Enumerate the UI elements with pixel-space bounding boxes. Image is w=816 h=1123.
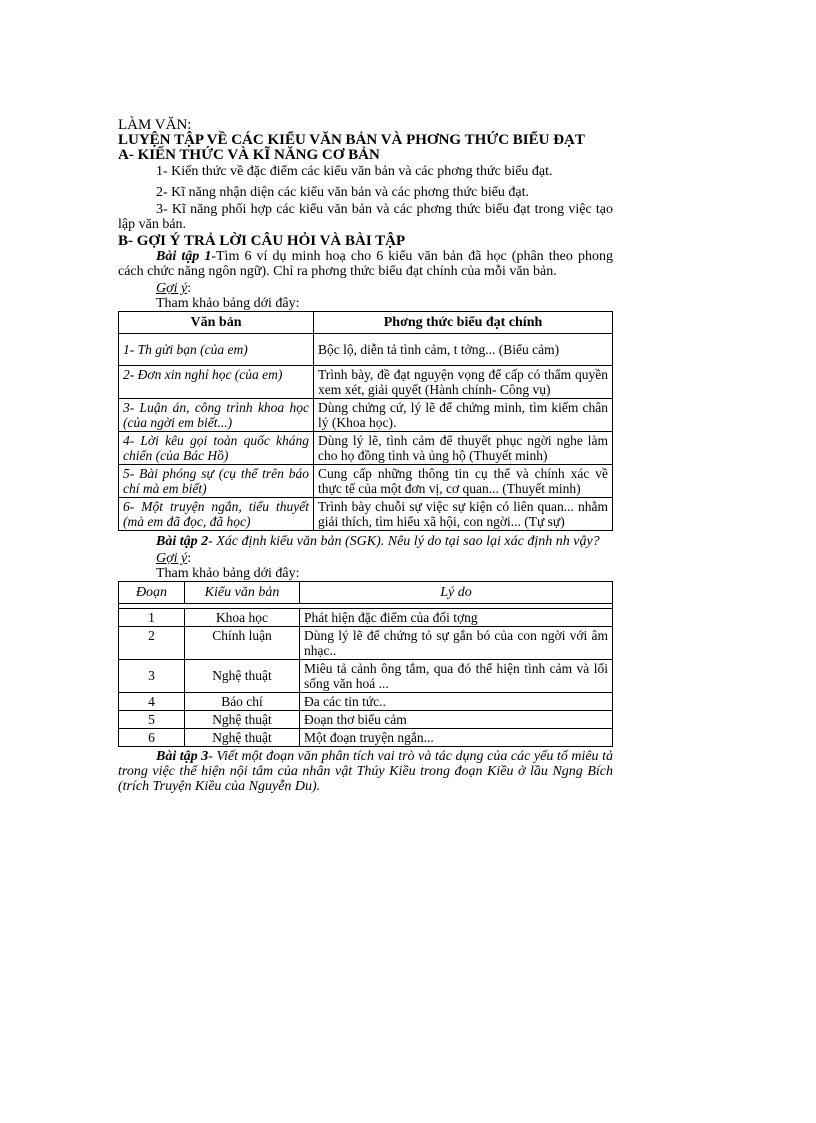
table-header: Kiểu văn bản xyxy=(185,582,300,604)
table-cell: Trình bày, đề đạt nguyện vọng để cấp có thẩm quyền xem xét, giải quyết (Hành chính- Công vụ) xyxy=(314,366,613,399)
table-cell: Chính luận xyxy=(185,627,300,660)
table-cell: Một đoạn truyện ngắn... xyxy=(300,729,613,747)
table-cell: Dùng chứng cứ, lý lẽ để chứng minh, tìm kiếm chân lý (Khoa học). xyxy=(314,399,613,432)
table-header: Văn bản xyxy=(119,312,314,334)
table-cell: 3- Luận án, công trình khoa học (của ngời em biết...) xyxy=(119,399,314,432)
hint-label: Gợi ý xyxy=(156,281,188,296)
table-cell: 1 xyxy=(119,609,185,627)
exercise-3-label: Bài tập 3 xyxy=(156,749,209,764)
table-row xyxy=(119,465,613,498)
exercise-1-label: Bài tập 1 xyxy=(156,249,212,264)
exercise-1-ref: Tham khảo bảng dới đây: xyxy=(156,296,300,311)
exercise-2-ref: Tham khảo bảng dới đây: xyxy=(156,566,300,581)
table-cell: 6- Một truyện ngắn, tiểu thuyết (mà em đã đọc, đã học) xyxy=(119,498,314,531)
table-cell: 5- Bài phóng sự (cụ thể trên báo chí mà em biết) xyxy=(119,465,314,498)
exercise-1-hint: Gợi ý: xyxy=(156,281,192,296)
table-cell: Cung cấp những thông tin cụ thể và chính xác về thực tế của một đơn vị, cơ quan... (Thuyết minh) xyxy=(314,465,613,498)
exercise-1-text: -Tìm 6 ví dụ minh hoạ cho 6 kiểu văn bản đã học (phân theo phong cách chức năng ngôn ngữ). Chỉ ra phơng thức biểu đạt chính của mỗi văn bản. xyxy=(118,249,613,279)
section-a-item-3: 3- Kĩ năng phối hợp các kiểu văn bản và các phơng thức biểu đạt trong việc tạo lập văn bản. xyxy=(118,202,613,232)
table-cell: 4 xyxy=(119,693,185,711)
section-a-heading: A- KIẾN THỨC VÀ KĨ NĂNG CƠ BẢN xyxy=(118,147,380,163)
table-row xyxy=(119,432,613,465)
table-passages xyxy=(118,581,613,747)
table-header: Phơng thức biểu đạt chính xyxy=(314,312,613,334)
table-cell: 3 xyxy=(119,660,185,693)
table-cell: Miêu tả cảnh ông tắm, qua đó thể hiện tình cảm và lối sống văn hoá ... xyxy=(300,660,613,693)
table-cell: Đa các tin tức.. xyxy=(300,693,613,711)
exercise-1 xyxy=(118,249,613,279)
table-row xyxy=(119,399,613,432)
exercise-3 xyxy=(118,749,613,794)
table-cell: Dùng lý lẽ, tình cảm để thuyết phục ngời nghe làm cho họ đồng tình và ủng hộ (Thuyết minh) xyxy=(314,432,613,465)
heading: LÀM VĂN: xyxy=(118,117,192,133)
table-cell: Nghệ thuật xyxy=(185,711,300,729)
table-cell: 6 xyxy=(119,729,185,747)
table-cell: 2 xyxy=(119,627,185,660)
exercise-2-text: - Xác định kiểu văn bản (SGK). Nêu lý do tại sao lại xác định nh vậy? xyxy=(208,534,600,549)
table-cell: Nghệ thuật xyxy=(185,660,300,693)
table-row xyxy=(119,334,613,366)
exercise-2-hint: Gợi ý: xyxy=(156,551,192,566)
table-cell: Nghệ thuật xyxy=(185,729,300,747)
table-cell: Bộc lộ, diễn tả tình cảm, t tởng... (Biểu cảm) xyxy=(314,334,613,366)
table-row xyxy=(119,693,613,711)
exercise-2-label: Bài tập 2 xyxy=(156,534,209,549)
document-page xyxy=(118,118,613,794)
table-cell: Dùng lý lẽ để chứng tỏ sự gắn bó của con ngời với âm nhạc.. xyxy=(300,627,613,660)
table-row xyxy=(119,498,613,531)
page-title: LUYỆN TẬP VỀ CÁC KIỂU VĂN BẢN VÀ PHƠNG THỨC BIỂU ĐẠT xyxy=(118,132,585,148)
table-cell: Khoa học xyxy=(185,609,300,627)
table-cell: 2- Đơn xin nghỉ học (của em) xyxy=(119,366,314,399)
table-row xyxy=(119,729,613,747)
table-cell: Đoạn thơ biểu cảm xyxy=(300,711,613,729)
table-row xyxy=(119,627,613,660)
table-header: Đoạn xyxy=(119,582,185,604)
table-row xyxy=(119,366,613,399)
section-a-item-2: 2- Kĩ năng nhận diện các kiểu văn bản và các phơng thức biểu đạt. xyxy=(156,185,530,200)
table-cell: Trình bày chuỗi sự việc sự kiện có liên quan... nhằm giải thích, tìm hiểu xã hội, con ngời... (Tự sự) xyxy=(314,498,613,531)
section-b-heading: B- GỢI Ý TRẢ LỜI CÂU HỎI VÀ BÀI TẬP xyxy=(118,233,406,249)
table-cell: Phát hiện đặc điểm của đối tợng xyxy=(300,609,613,627)
exercise-2 xyxy=(118,534,613,549)
table-cell: 4- Lời kêu gọi toàn quốc kháng chiến (của Bác Hồ) xyxy=(119,432,314,465)
table-row xyxy=(119,660,613,693)
section-a-item-1: 1- Kiến thức về đặc điểm các kiểu văn bản và các phơng thức biểu đạt. xyxy=(156,164,553,179)
table-row xyxy=(119,609,613,627)
exercise-3-text: - Viết một đoạn văn phân tích vai trò và tác dụng của các yếu tố miêu tả trong việc thể hiện nội tâm của nhân vật Thúy Kiều trong đoạn Kiều ở lầu Ngng Bích (trích Truyện Kiều của Nguyễn Du). xyxy=(118,749,613,794)
table-row xyxy=(119,711,613,729)
table-cell: 1- Th gửi bạn (của em) xyxy=(119,334,314,366)
table-cell: Báo chí xyxy=(185,693,300,711)
table-text-types xyxy=(118,311,613,531)
hint-label: Gợi ý xyxy=(156,551,188,566)
table-header: Lý do xyxy=(300,582,613,604)
table-cell: 5 xyxy=(119,711,185,729)
